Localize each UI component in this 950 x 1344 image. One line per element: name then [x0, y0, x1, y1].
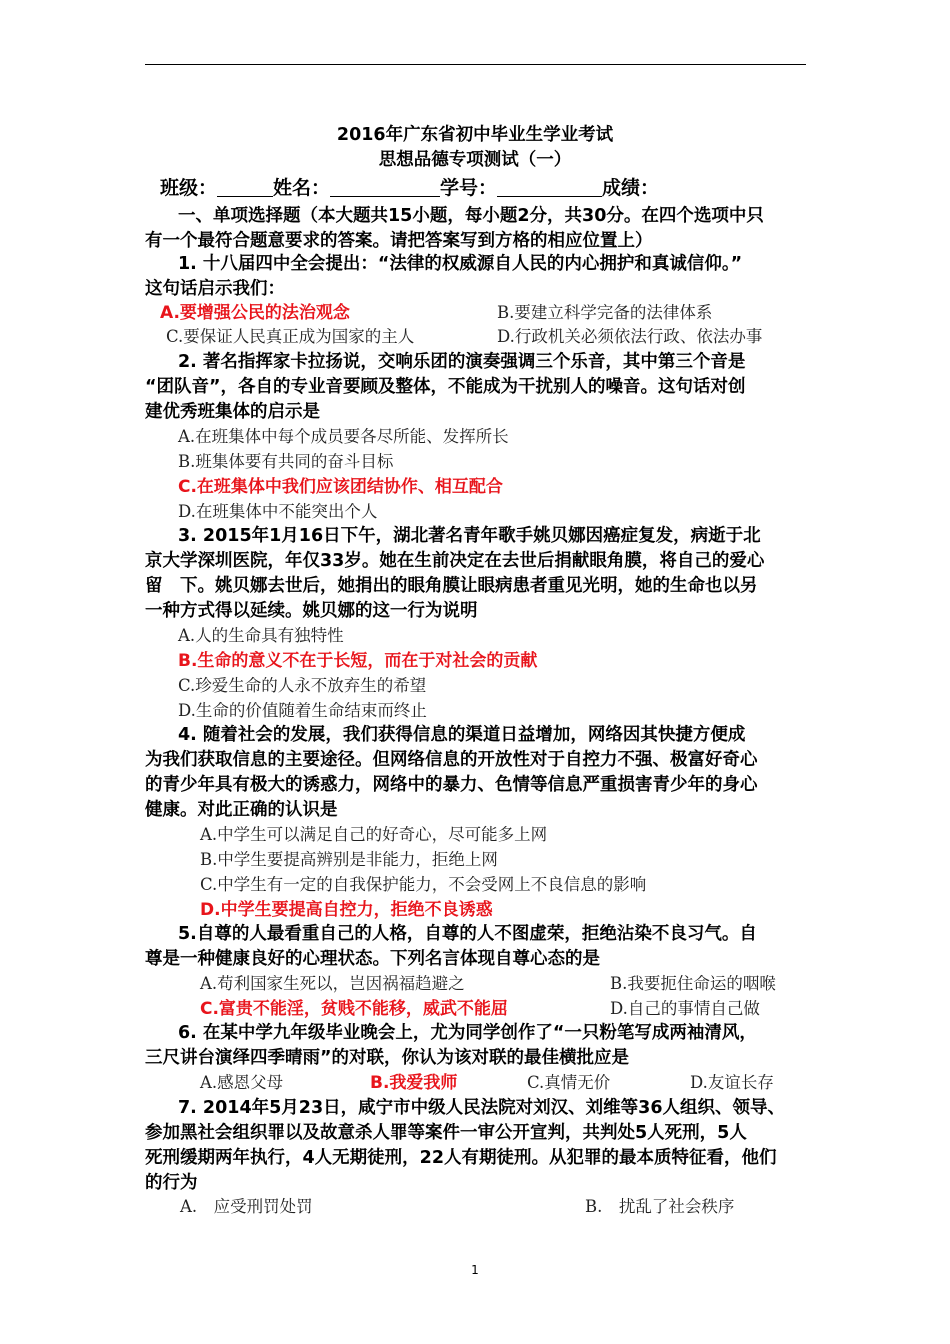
q2-option-a: A.在班集体中每个成员要各尽所能、发挥所长 — [178, 427, 509, 446]
q3-stem-1: 3. 2015年1月16日下午，湖北著名青年歌手姚贝娜因癌症复发，病逝于北 — [178, 526, 761, 546]
q7-stem-3: 死刑缓期两年执行，4人无期徒刑，22人有期徒刑。从犯罪的最本质特征看，他们 — [145, 1148, 777, 1168]
q3-option-d: D.生命的价值随着生命结束而终止 — [178, 701, 427, 720]
q7-option-b: B. 扰乱了社会秩序 — [585, 1197, 735, 1216]
exam-title: 2016年广东省初中毕业生学业考试 — [336, 125, 614, 145]
q5-option-b: B.我要扼住命运的咽喉 — [610, 974, 776, 993]
name-blank[interactable] — [330, 178, 440, 197]
q4-option-b: B.中学生要提高辨别是非能力，拒绝上网 — [200, 850, 498, 869]
q1-option-c: C.要保证人民真正成为国家的主人 — [166, 327, 415, 346]
q1-option-b: B.要建立科学完备的法律体系 — [497, 303, 713, 322]
q2-option-b: B.班集体要有共同的奋斗目标 — [178, 452, 394, 471]
q2-stem-3: 建优秀班集体的启示是 — [145, 402, 320, 422]
q7-option-a: A. 应受刑罚处罚 — [180, 1197, 313, 1216]
page-number: 1 — [471, 1263, 479, 1277]
header-rule — [145, 64, 806, 65]
q5-stem-2: 尊是一种健康良好的心理状态。下列名言体现自尊心态的是 — [145, 949, 600, 969]
q6-option-a: A.感恩父母 — [200, 1073, 284, 1092]
student-info-row — [160, 176, 659, 200]
q3-option-a: A.人的生命具有独特性 — [178, 626, 344, 645]
q3-option-c: C.珍爱生命的人永不放弃生的希望 — [178, 676, 427, 695]
class-blank[interactable] — [217, 178, 273, 197]
q2-option-c: C.在班集体中我们应该团结协作、相互配合 — [178, 477, 503, 497]
q1-option-a: A.要增强公民的法治观念 — [160, 303, 350, 323]
section-instruction-1: 一、单项选择题（本大题共15小题，每小题2分，共30分。在四个选项中只 — [178, 206, 764, 226]
q6-option-d: D.友谊长存 — [690, 1073, 774, 1092]
exam-subtitle: 思想品德专项测试（一） — [378, 150, 572, 170]
q3-stem-2: 京大学深圳医院，年仅33岁。她在生前决定在去世后捐献眼角膜，将自己的爱心 — [145, 551, 765, 571]
q4-stem-2: 为我们获取信息的主要途径。但网络信息的开放性对于自控力不强、极富好奇心 — [145, 750, 758, 770]
q4-option-a: A.中学生可以满足自己的好奇心，尽可能多上网 — [200, 825, 548, 844]
q3-stem-4: 一种方式得以延续。姚贝娜的这一行为说明 — [145, 601, 478, 621]
q7-stem-1: 7. 2014年5月23日，咸宁市中级人民法院对刘汉、刘维等36人组织、领导、 — [178, 1098, 786, 1118]
id-label: 学号： — [440, 177, 498, 199]
q4-option-c: C.中学生有一定的自我保护能力，不会受网上不良信息的影响 — [200, 875, 647, 894]
q1-stem-2: 这句话启示我们： — [145, 279, 285, 299]
q5-option-d: D.自己的事情自己做 — [610, 999, 760, 1018]
q4-stem-3: 的青少年具有极大的诱惑力，网络中的暴力、色情等信息严重损害青少年的身心 — [145, 775, 758, 795]
q6-stem-2: 三尺讲台演绎四季晴雨”的对联，你认为该对联的最佳横批应是 — [145, 1048, 629, 1068]
q2-stem-2: “团队音”，各自的专业音要顾及整体，不能成为干扰别人的噪音。这句话对创 — [145, 377, 746, 397]
q6-stem-1: 6. 在某中学九年级毕业晚会上，尤为同学创作了“一只粉笔写成两袖清风， — [178, 1023, 757, 1043]
class-label: 班级： — [160, 177, 218, 199]
q3-stem-3: 留 下。姚贝娜去世后，她捐出的眼角膜让眼病患者重见光明，她的生命也以另 — [145, 576, 758, 596]
q5-stem-1: 5.自尊的人最看重自己的人格，自尊的人不图虚荣，拒绝沾染不良习气。自 — [178, 924, 757, 944]
section-instruction-2: 有一个最符合题意要求的答案。请把答案写到方格的相应位置上） — [145, 231, 653, 251]
q7-stem-4: 的行为 — [145, 1173, 198, 1193]
q1-stem-1: 1. 十八届四中全会提出：“法律的权威源自人民的内心拥护和真诚信仰。” — [178, 254, 743, 274]
q4-stem-4: 健康。对此正确的认识是 — [145, 800, 338, 820]
q6-option-c: C.真情无价 — [527, 1073, 611, 1092]
q5-option-c: C.富贵不能淫，贫贱不能移，威武不能屈 — [200, 999, 508, 1019]
score-label: 成绩： — [602, 177, 660, 199]
q4-stem-1: 4. 随着社会的发展，我们获得信息的渠道日益增加，网络因其快捷方便成 — [178, 725, 746, 745]
id-blank[interactable] — [497, 178, 602, 197]
q7-stem-2: 参加黑社会组织罪以及故意杀人罪等案件一审公开宣判，共判处5人死刑，5人 — [145, 1123, 747, 1143]
q6-option-b: B.我爱我师 — [370, 1073, 458, 1093]
q2-option-d: D.在班集体中不能突出个人 — [178, 502, 378, 521]
q3-option-b: B.生命的意义不在于长短，而在于对社会的贡献 — [178, 651, 538, 671]
q4-option-d: D.中学生要提高自控力，拒绝不良诱惑 — [200, 900, 493, 920]
q1-option-d: D.行政机关必须依法行政、依法办事 — [497, 327, 763, 346]
name-label: 姓名： — [273, 177, 331, 199]
q2-stem-1: 2. 著名指挥家卡拉扬说，交响乐团的演奏强调三个乐音，其中第三个音是 — [178, 352, 746, 372]
q5-option-a: A.苟利国家生死以，岂因祸福趋避之 — [200, 974, 465, 993]
